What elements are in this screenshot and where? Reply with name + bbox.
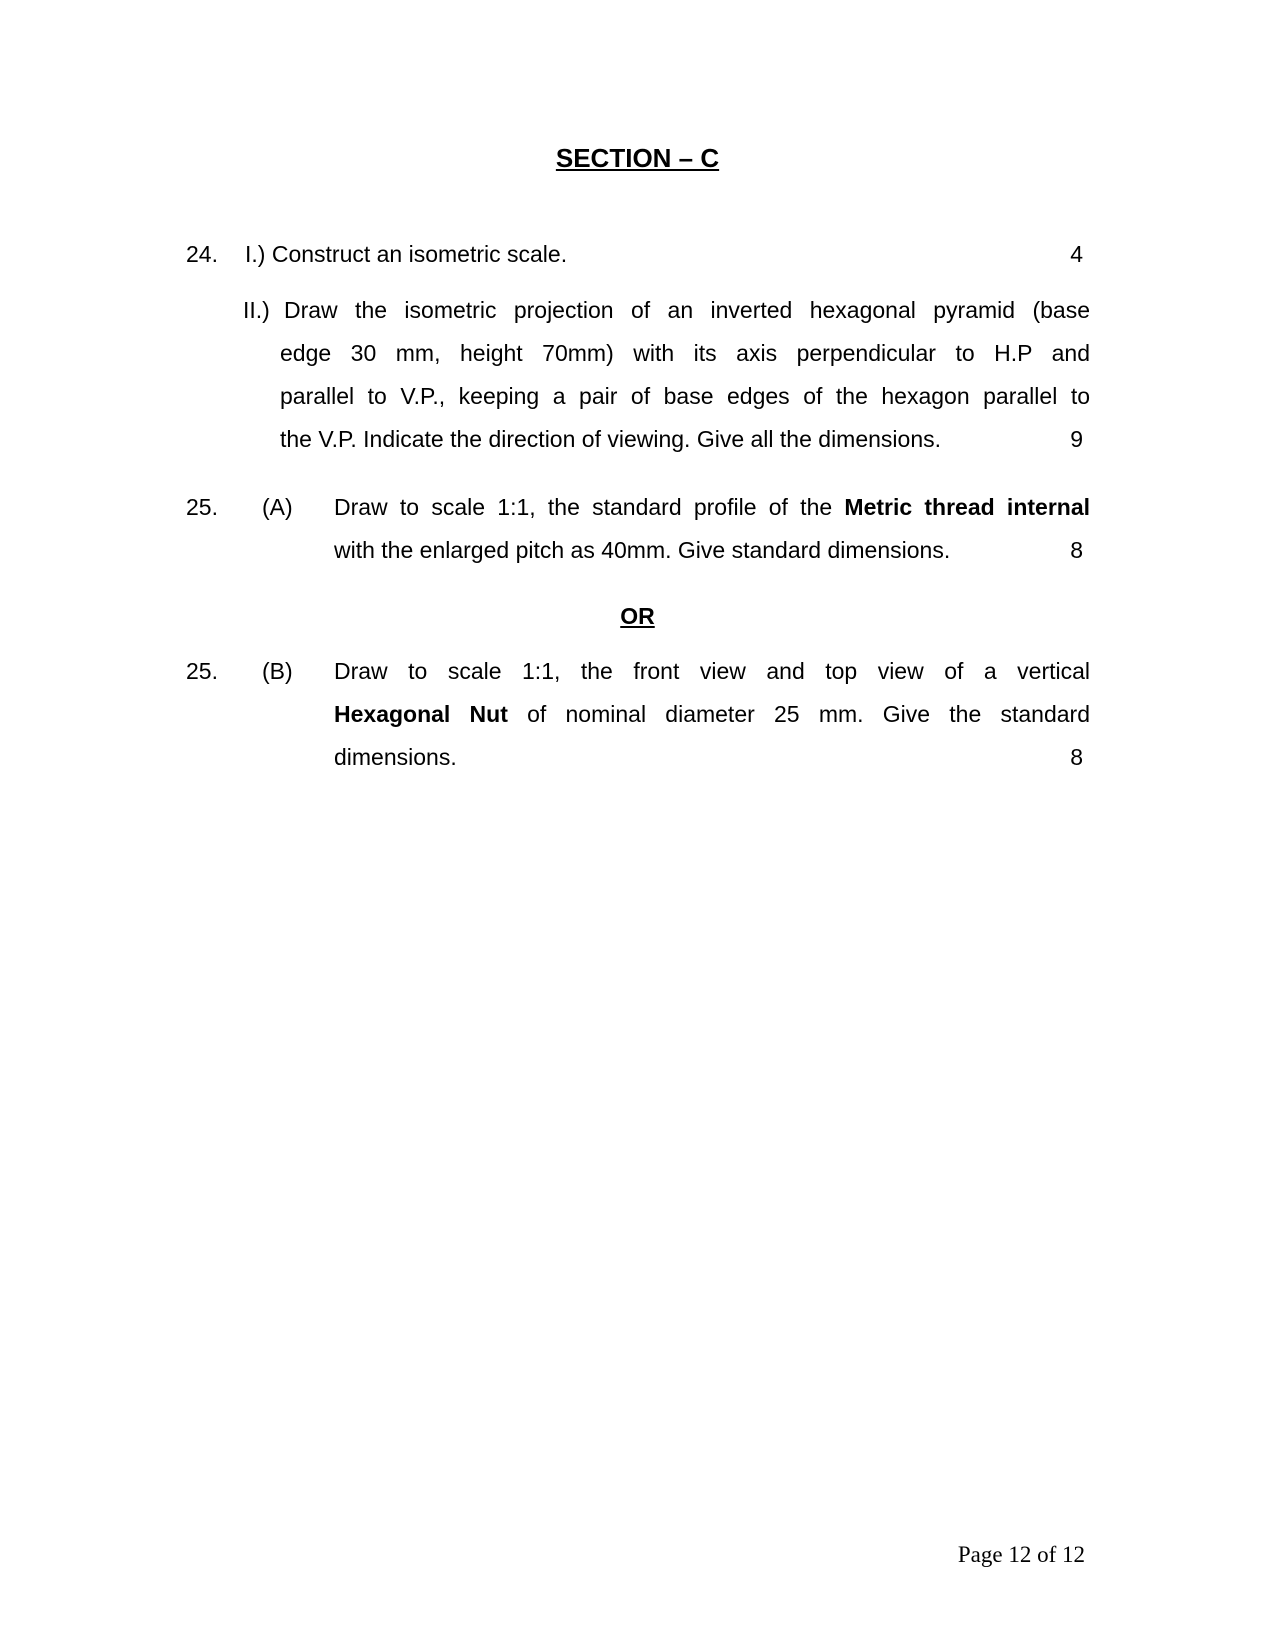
question-line: the V.P. Indicate the direction of viewing. Give all the dimensions. bbox=[280, 426, 942, 452]
section-title: SECTION – C bbox=[555, 143, 720, 173]
question-line: dimensions. bbox=[334, 744, 457, 770]
question-number: 25. bbox=[186, 494, 218, 520]
question-part-text: I.) Construct an isometric scale. bbox=[245, 241, 568, 267]
question-number: 25. bbox=[186, 658, 218, 684]
question-line bbox=[334, 700, 1090, 728]
question-option-label: (B) bbox=[262, 658, 293, 684]
question-line: parallel to V.P., keeping a pair of base edges of the hexagon parallel to bbox=[280, 383, 1090, 409]
question-line: Draw to scale 1:1, the front view and top view of a vertical bbox=[334, 658, 1090, 684]
question-text: of nominal diameter 25 mm. Give the standard bbox=[507, 701, 1090, 727]
question-marks: 8 bbox=[1070, 744, 1083, 770]
question-marks: 9 bbox=[1070, 426, 1083, 452]
question-line: edge 30 mm, height 70mm) with its axis perpendicular to H.P and bbox=[280, 340, 1090, 366]
or-divider: OR bbox=[620, 603, 655, 629]
question-bold-term: Hexagonal Nut bbox=[334, 701, 508, 727]
question-line bbox=[334, 493, 1090, 521]
question-option-label: (A) bbox=[262, 494, 293, 520]
question-number: 24. bbox=[186, 241, 218, 267]
question-line: with the enlarged pitch as 40mm. Give standard dimensions. bbox=[334, 537, 951, 563]
question-bold-term: Metric thread internal bbox=[844, 494, 1091, 520]
question-marks: 8 bbox=[1070, 537, 1083, 563]
question-part-label: II.) bbox=[243, 297, 270, 323]
page-number: Page 12 of 12 bbox=[957, 1542, 1085, 1567]
question-line: Draw the isometric projection of an inverted hexagonal pyramid (base bbox=[284, 297, 1090, 323]
question-text: Draw to scale 1:1, the standard profile of the bbox=[334, 494, 845, 520]
question-marks: 4 bbox=[1070, 241, 1083, 267]
